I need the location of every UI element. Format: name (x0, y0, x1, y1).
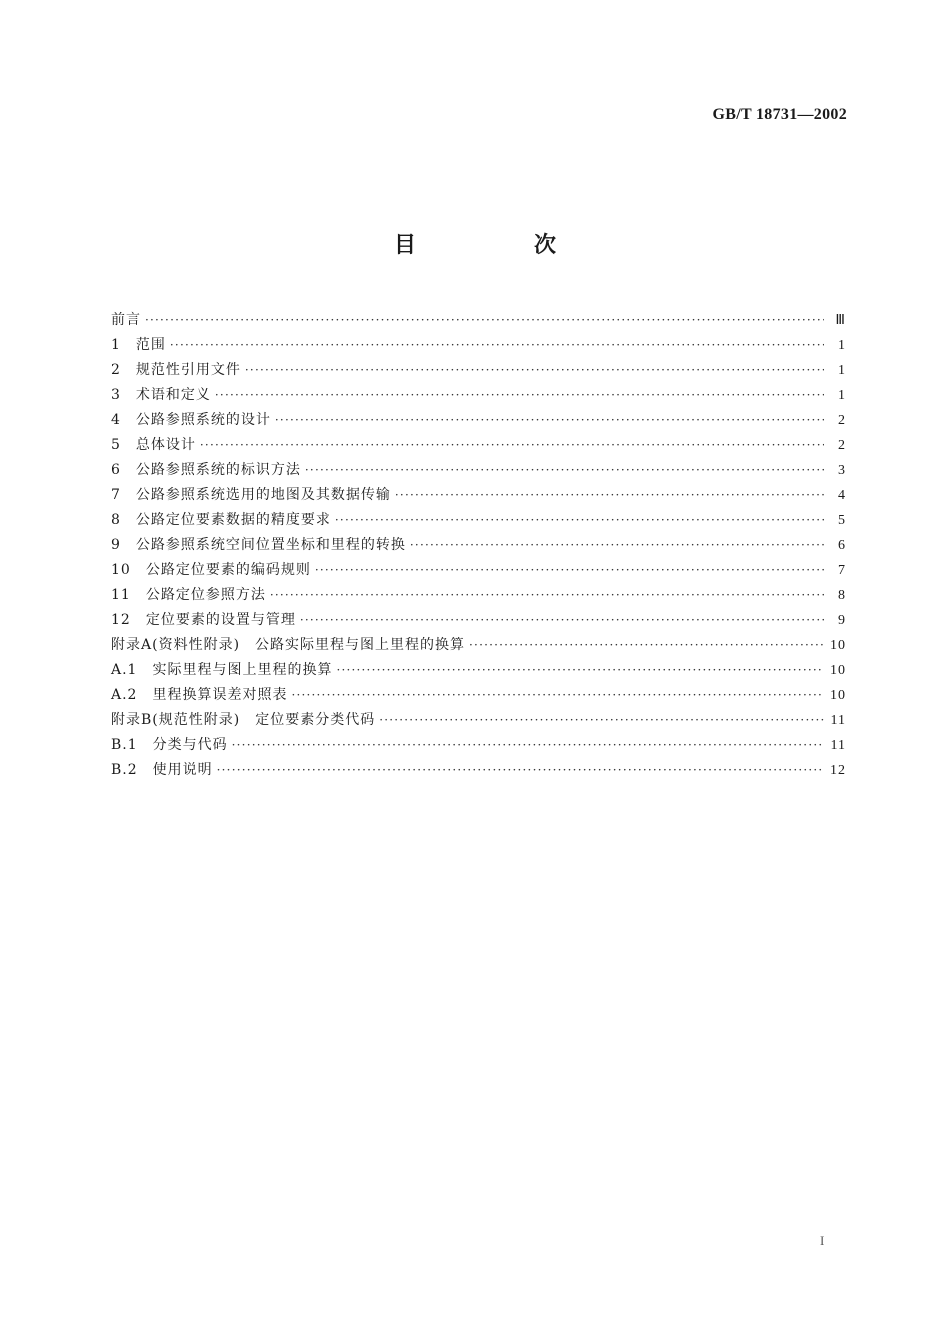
toc-dot-leader (395, 483, 824, 508)
toc-entry-page: 1 (838, 338, 846, 353)
toc-dot-leader (336, 658, 824, 683)
standard-number: GB/T 18731—2002 (712, 106, 847, 123)
toc-entry-page: 9 (838, 613, 846, 628)
toc-entry-page: 2 (838, 438, 846, 453)
page-title: 目 次 (393, 232, 604, 258)
toc-dot-leader (335, 508, 824, 533)
toc-dot-leader (170, 333, 824, 358)
toc-entry-9[interactable] (111, 533, 846, 558)
toc-entry-number: 9 (111, 537, 136, 553)
toc-entry-label: 术语和定义 (135, 387, 211, 403)
toc-entry-number: A.1 (111, 662, 153, 678)
toc-entry-number: A.2 (111, 687, 153, 703)
toc-entry-6[interactable] (111, 458, 846, 483)
toc-dot-leader (200, 433, 824, 458)
toc-entry-page: 11 (830, 713, 846, 728)
table-of-contents (111, 308, 846, 783)
toc-entry-1[interactable] (111, 333, 846, 358)
toc-entry-page: 8 (838, 588, 846, 603)
toc-entry-a2[interactable] (111, 683, 846, 708)
toc-entry-5[interactable] (111, 433, 846, 458)
toc-entry-12[interactable] (111, 608, 846, 633)
toc-dot-leader (217, 758, 824, 783)
toc-entry-10[interactable] (111, 558, 846, 583)
toc-entry-number: B.1 (111, 737, 153, 753)
toc-entry-appendix-b[interactable] (111, 708, 846, 733)
toc-entry-label: 公路定位要素的编码规则 (145, 562, 311, 578)
toc-entry-page: 1 (838, 388, 846, 403)
toc-entry-label: 公路参照系统的标识方法 (135, 462, 301, 478)
toc-entry-label: 定位要素的设置与管理 (145, 612, 296, 628)
toc-entry-label: 公路参照系统选用的地图及其数据传输 (135, 487, 391, 503)
toc-dot-leader (300, 608, 824, 633)
toc-dot-leader (410, 533, 824, 558)
toc-entry-label: 范围 (135, 337, 166, 353)
toc-entry-page: 5 (838, 513, 846, 528)
toc-entry-8[interactable] (111, 508, 846, 533)
toc-entry-page: 10 (830, 688, 846, 703)
toc-entry-label: 公路定位要素数据的精度要求 (135, 512, 331, 528)
toc-dot-leader (379, 708, 824, 733)
toc-entry-page: 10 (830, 638, 846, 653)
toc-entry-b2[interactable] (111, 758, 846, 783)
toc-dot-leader (215, 383, 824, 408)
toc-dot-leader (315, 558, 824, 583)
toc-entry-number: 6 (111, 462, 136, 478)
toc-entry-page: 7 (838, 563, 846, 578)
toc-entry-label: 规范性引用文件 (135, 362, 241, 378)
toc-entry-4[interactable] (111, 408, 846, 433)
toc-entry-number: 7 (111, 487, 136, 503)
toc-entry-page: 11 (830, 738, 846, 753)
toc-entry-label: 附录A(资料性附录) 公路实际里程与图上里程的换算 (111, 637, 466, 653)
toc-entry-page: Ⅲ (835, 313, 846, 328)
toc-entry-label: 附录B(规范性附录) 定位要素分类代码 (111, 712, 376, 728)
toc-entry-label: 里程换算误差对照表 (152, 687, 288, 703)
toc-entry-number: B.2 (111, 762, 153, 778)
toc-entry-number: 12 (111, 612, 146, 628)
toc-entry-3[interactable] (111, 383, 846, 408)
toc-entry-number: 10 (111, 562, 146, 578)
toc-entry-page: 12 (830, 763, 846, 778)
toc-entry-label: 公路参照系统空间位置坐标和里程的转换 (135, 537, 406, 553)
toc-dot-leader (291, 683, 824, 708)
toc-dot-leader (145, 308, 824, 333)
toc-entry-label: 使用说明 (152, 762, 213, 778)
toc-entry-b1[interactable] (111, 733, 846, 758)
toc-entry-label: 前言 (111, 312, 141, 328)
toc-entry-number: 8 (111, 512, 136, 528)
toc-entry-number: 2 (111, 362, 136, 378)
toc-entry-number: 11 (111, 587, 146, 603)
toc-entry-a1[interactable] (111, 658, 846, 683)
toc-entry-number: 3 (111, 387, 136, 403)
toc-entry-appendix-a[interactable] (111, 633, 846, 658)
toc-dot-leader (232, 733, 824, 758)
toc-entry-page: 3 (838, 463, 846, 478)
toc-entry-label: 实际里程与图上里程的换算 (152, 662, 333, 678)
toc-dot-leader (245, 358, 824, 383)
toc-entry-11[interactable] (111, 583, 846, 608)
toc-dot-leader (469, 633, 824, 658)
toc-entry-page: 2 (838, 413, 846, 428)
toc-entry-number: 1 (111, 337, 136, 353)
toc-entry-label: 公路定位参照方法 (145, 587, 266, 603)
toc-entry-number: 4 (111, 412, 136, 428)
footer-page-number: I (820, 1233, 825, 1248)
toc-dot-leader (270, 583, 824, 608)
toc-entry-foreword[interactable] (111, 308, 846, 333)
toc-entry-label: 分类与代码 (152, 737, 228, 753)
toc-entry-page: 1 (838, 363, 846, 378)
toc-entry-label: 总体设计 (135, 437, 196, 453)
toc-entry-number: 5 (111, 437, 136, 453)
toc-dot-leader (275, 408, 824, 433)
toc-entry-label: 公路参照系统的设计 (135, 412, 271, 428)
toc-dot-leader (305, 458, 824, 483)
toc-entry-page: 6 (838, 538, 846, 553)
toc-entry-7[interactable] (111, 483, 846, 508)
toc-entry-page: 4 (838, 488, 846, 503)
toc-entry-page: 10 (830, 663, 846, 678)
toc-entry-2[interactable] (111, 358, 846, 383)
